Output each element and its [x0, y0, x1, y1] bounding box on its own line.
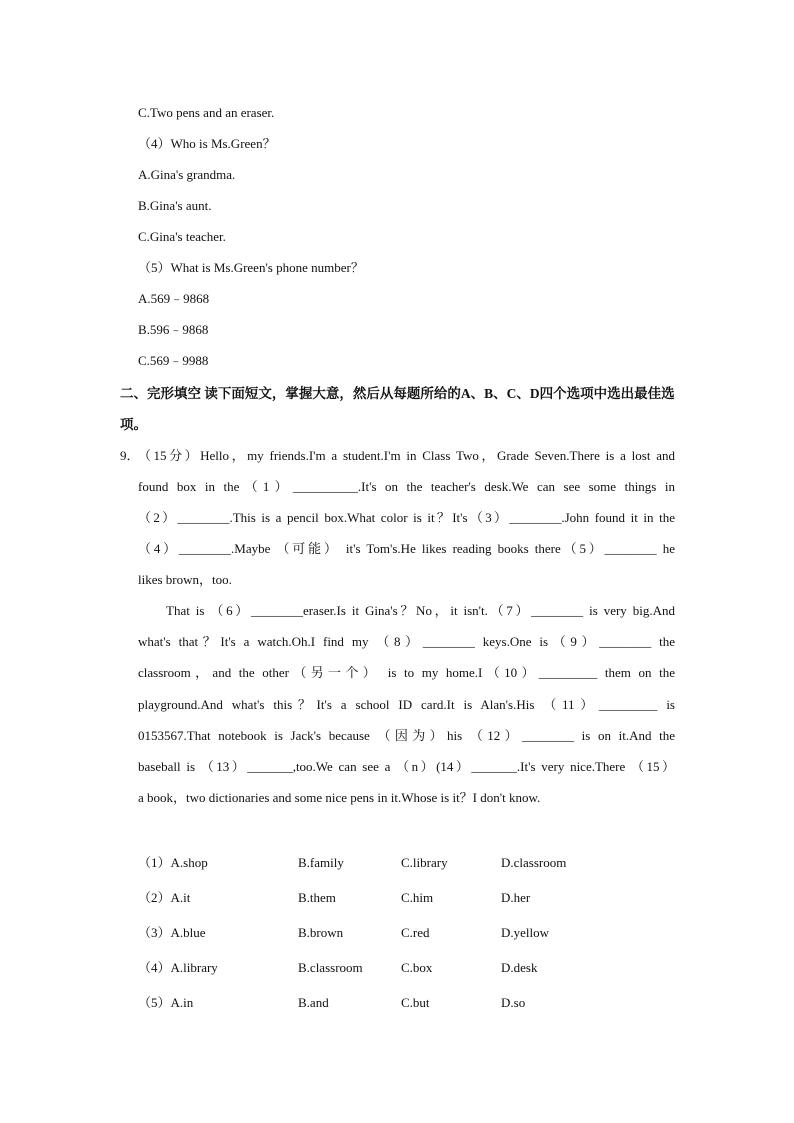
option-row: [138, 959, 698, 977]
passage-line: That is （6）________eraser.Is it Gina's？No，it isn't.（7）________ is very big.And: [166, 603, 675, 618]
option-a: （2）A.it: [138, 890, 191, 905]
passage-line: （4）________.Maybe （可能） it's Tom's.He likes reading books there（5）________ he: [138, 541, 675, 556]
passage-line: baseball is （13）_______,too.We can see a （n）(14）_______.It's very nice.There （15）: [138, 759, 675, 774]
option-row: [138, 889, 698, 907]
option-d: D.her: [501, 890, 531, 905]
passage-line: classroom，and the other（另一个） is to my home.I（10）_________ them on the: [138, 665, 675, 680]
option-a: （4）A.library: [138, 960, 218, 975]
option-b: B.brown: [298, 925, 344, 940]
q4-option-a: A.Gina's grandma.: [138, 167, 236, 182]
option-b: B.them: [298, 890, 336, 905]
option-d: D.yellow: [501, 925, 550, 940]
option-row: [138, 994, 698, 1012]
q4-option-b: B.Gina's aunt.: [138, 198, 212, 213]
passage-line: what's that？It's a watch.Oh.I find my （8）________ keys.One is（9）________ the: [138, 634, 675, 649]
q5-option-c: C.569﹣9988: [138, 353, 209, 368]
option-b: B.classroom: [298, 960, 363, 975]
passage-line: （2）________.This is a pencil box.What color is it？It's（3）________.John found it in the: [138, 510, 675, 525]
option-d: D.desk: [501, 960, 538, 975]
q5-option-b: B.596﹣9868: [138, 322, 209, 337]
q5-option-a: A.569﹣9868: [138, 291, 210, 306]
passage-line: likes brown，too.: [138, 572, 232, 587]
q4-option-c: C.Gina's teacher.: [138, 229, 226, 244]
passage-line: found box in the（1）__________.It's on the teacher's desk.We can see some things in: [138, 479, 675, 494]
option-d: D.classroom: [501, 855, 567, 870]
option-row: [138, 854, 698, 872]
option-a: （3）A.blue: [138, 925, 206, 940]
option-a: （5）A.in: [138, 995, 194, 1010]
option-c: C.him: [401, 890, 434, 905]
passage-line: 0153567.That notebook is Jack's because （因为）his （12）________ is on it.And the: [138, 728, 675, 743]
passage-line: a book，two dictionaries and some nice pens in it.Whose is it？I don't know.: [138, 790, 541, 805]
option-c: C.red: [401, 925, 430, 940]
q5-prompt: （5）What is Ms.Green's phone number？: [138, 260, 364, 275]
section-heading: 二、完形填空 读下面短文，掌握大意，然后从每题所给的A、B、C、D四个选项中选出最佳选项。: [120, 386, 675, 432]
question-number: 9．: [120, 448, 140, 463]
passage-line: playground.And what's this？It's a school ID card.It is Alan's.His （11）_________ is: [138, 697, 675, 712]
q3-option-c: C.Two pens and an eraser.: [138, 105, 275, 120]
option-row: [138, 924, 698, 942]
option-c: C.box: [401, 960, 433, 975]
option-a: （1）A.shop: [138, 855, 208, 870]
option-c: C.library: [401, 855, 448, 870]
option-d: D.so: [501, 995, 526, 1010]
option-b: B.family: [298, 855, 344, 870]
q4-prompt: （4）Who is Ms.Green？: [138, 136, 276, 151]
passage-line: （15分）Hello，my friends.I'm a student.I'm in Class Two，Grade Seven.There is a lost and: [138, 448, 675, 463]
option-b: B.and: [298, 995, 329, 1010]
option-c: C.but: [401, 995, 430, 1010]
